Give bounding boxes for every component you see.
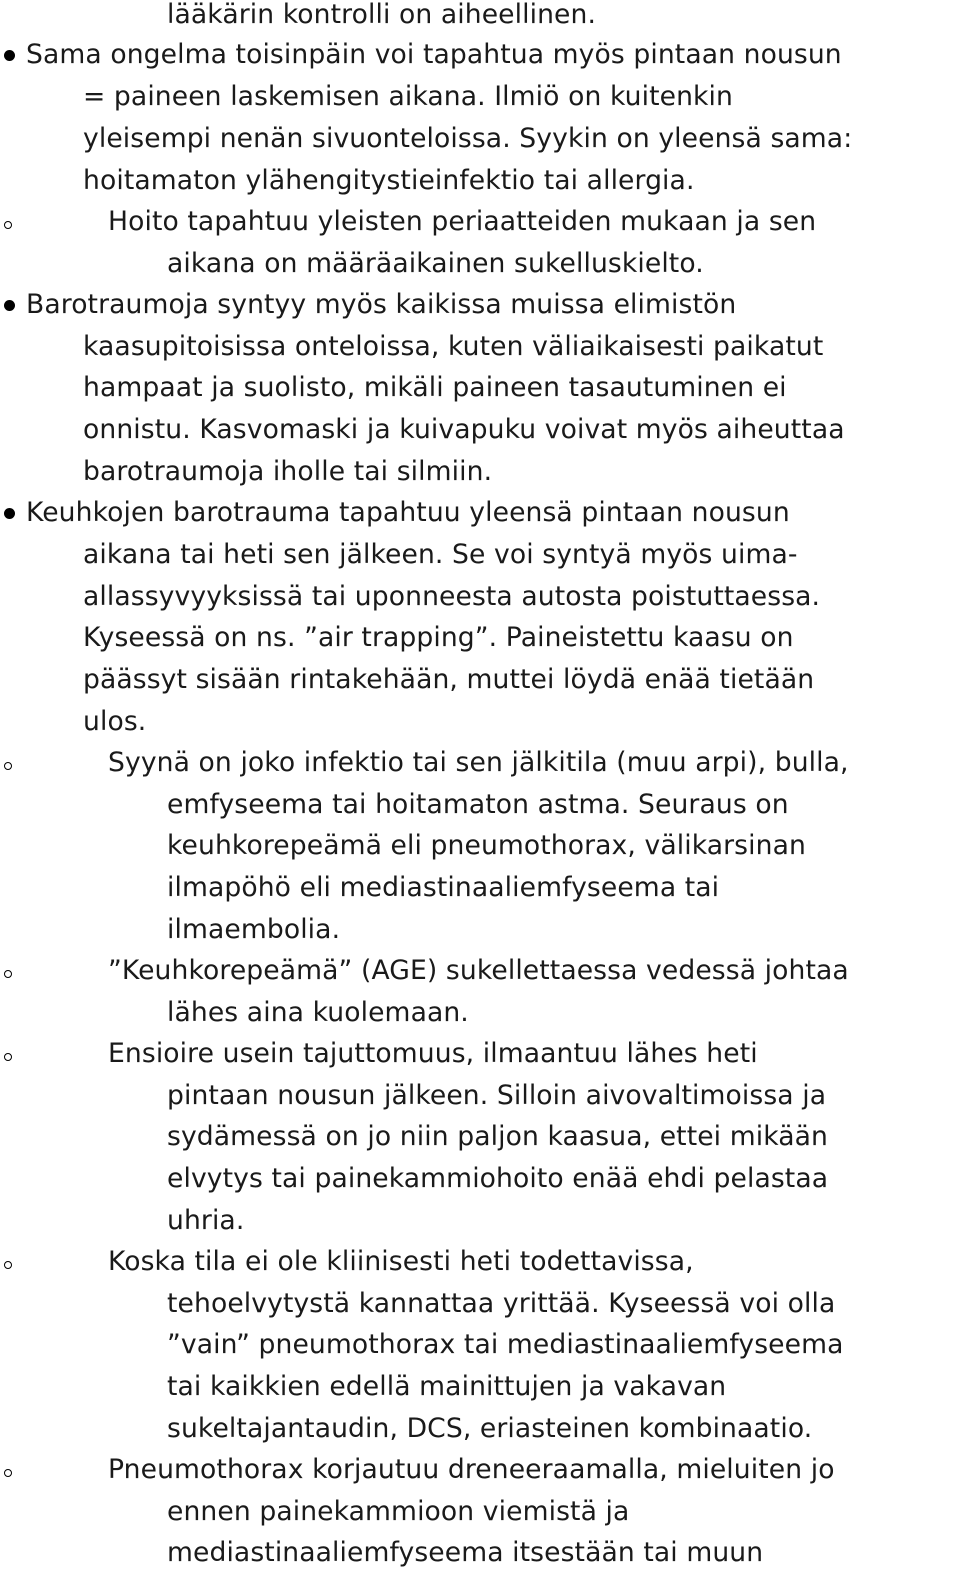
text-line: tehoelvytystä kannattaa yrittää. Kyseessä voi olla: [167, 1288, 836, 1319]
text-line: keuhkorepeämä eli pneumothorax, välikarsinan: [167, 830, 806, 861]
text-line: mediastinaaliemfyseema itsestään tai muun: [167, 1537, 764, 1568]
text-line: ilmaembolia.: [167, 914, 341, 945]
text-line: pintaan nousun jälkeen. Silloin aivovaltimoissa ja: [167, 1080, 827, 1111]
text-line: sukeltajantaudin, DCS, eriasteinen kombinaatio.: [167, 1413, 813, 1444]
text-line: Koska tila ei ole kliinisesti heti todettavissa,: [108, 1246, 694, 1277]
text-line: Hoito tapahtuu yleisten periaatteiden mukaan ja sen: [108, 206, 817, 237]
text-line: barotraumoja iholle tai silmiin.: [83, 456, 493, 487]
text-line: päässyt sisään rintakehään, muttei löydä enää tietään: [83, 664, 815, 695]
text-line: ”vain” pneumothorax tai mediastinaaliemfyseema: [167, 1329, 844, 1360]
text-line: ulos.: [83, 706, 147, 737]
text-line: Keuhkojen barotrauma tapahtuu yleensä pintaan nousun: [26, 497, 790, 528]
text-line: aikana on määräaikainen sukelluskielto.: [167, 248, 704, 279]
text-line: yleisempi nenän sivuonteloissa. Syykin on yleensä sama:: [83, 123, 853, 154]
text-line: Sama ongelma toisinpäin voi tapahtua myös pintaan nousun: [26, 39, 842, 70]
text-line: Ensioire usein tajuttomuus, ilmaantuu lähes heti: [108, 1038, 758, 1069]
text-line: tai kaikkien edellä mainittujen ja vakavan: [167, 1371, 727, 1402]
text-line: = paineen laskemisen aikana. Ilmiö on kuitenkin: [83, 81, 733, 112]
text-line: onnistu. Kasvomaski ja kuivapuku voivat myös aiheuttaa: [83, 414, 845, 445]
text-line: sydämessä on jo niin paljon kaasua, ettei mikään: [167, 1121, 828, 1152]
text-line: ilmapöhö eli mediastinaaliemfyseema tai: [167, 872, 720, 903]
text-line: Syynä on joko infektio tai sen jälkitila (muu arpi), bulla,: [108, 747, 849, 778]
text-line: Kyseessä on ns. ”air trapping”. Paineistettu kaasu on: [83, 622, 794, 653]
text-line: Pneumothorax korjautuu dreneeraamalla, mieluiten jo: [108, 1454, 835, 1485]
text-line: ”Keuhkorepeämä” (AGE) sukellettaessa vedessä johtaa: [108, 955, 849, 986]
text-line: uhria.: [167, 1205, 245, 1236]
text-line: Barotraumoja syntyy myös kaikissa muissa elimistön: [26, 289, 737, 320]
text-line: aikana tai heti sen jälkeen. Se voi syntyä myös uima-: [83, 539, 798, 570]
text-line: elvytys tai painekammiohoito enää ehdi pelastaa: [167, 1163, 829, 1194]
text-line: lähes aina kuolemaan.: [167, 997, 469, 1028]
text-line: hoitamaton ylähengitystieinfektio tai allergia.: [83, 165, 695, 196]
text-line: ennen painekammioon viemistä ja: [167, 1496, 630, 1527]
text-line: emfyseema tai hoitamaton astma. Seuraus on: [167, 789, 789, 820]
text-line: hampaat ja suolisto, mikäli paineen tasautuminen ei: [83, 372, 787, 403]
text-line: kaasupitoisissa onteloissa, kuten väliaikaisesti paikatut: [83, 331, 824, 362]
text-line: lääkärin kontrolli on aiheellinen.: [167, 0, 597, 30]
text-line: allassyvyyksissä tai uponneesta autosta poistuttaessa.: [83, 581, 821, 612]
